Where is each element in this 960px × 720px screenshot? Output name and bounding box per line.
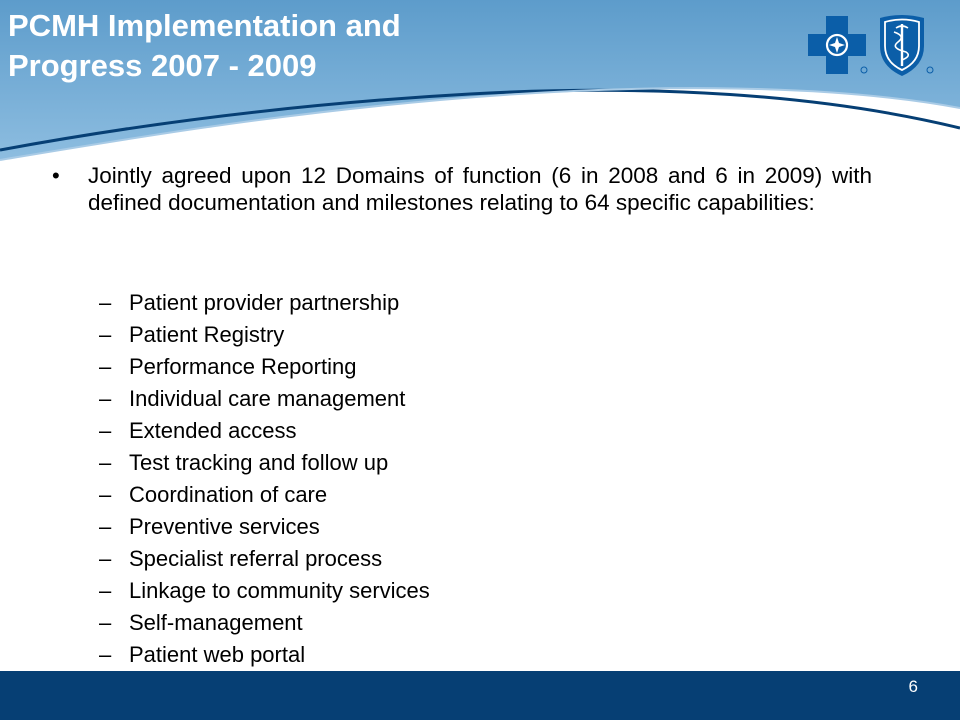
list-item-label: Performance Reporting bbox=[129, 354, 357, 379]
domain-list bbox=[99, 287, 699, 671]
title-line-1: PCMH Implementation and bbox=[8, 8, 401, 43]
list-item-label: Preventive services bbox=[129, 514, 320, 539]
dash-marker: – bbox=[99, 322, 112, 347]
list-item-label: Specialist referral process bbox=[129, 546, 383, 571]
dash-marker: – bbox=[99, 482, 112, 507]
list-item-label: Self-management bbox=[129, 610, 303, 635]
list-item bbox=[99, 383, 699, 415]
list-item-label: Patient Registry bbox=[129, 322, 285, 347]
dash-marker: – bbox=[99, 578, 112, 603]
page-number: 6 bbox=[908, 677, 918, 696]
dash-marker: – bbox=[99, 290, 112, 315]
list-item bbox=[99, 479, 699, 511]
dash-marker: – bbox=[99, 514, 112, 539]
list-item bbox=[99, 543, 699, 575]
list-item bbox=[99, 415, 699, 447]
blue-shield-logo bbox=[880, 15, 933, 76]
list-item-label: Linkage to community services bbox=[129, 578, 430, 603]
blue-cross-logo bbox=[808, 16, 867, 74]
list-item bbox=[99, 351, 699, 383]
dash-marker: – bbox=[99, 642, 112, 667]
list-item-label: Test tracking and follow up bbox=[129, 450, 389, 475]
footer-bar bbox=[0, 671, 960, 720]
bullet-marker: • bbox=[52, 163, 60, 188]
dash-marker: – bbox=[99, 386, 112, 411]
bullet-text: Jointly agreed upon 12 Domains of function (6 in 2008 and 6 in 2009) with defined documentation and milestones relating to 64 specific capabilities: bbox=[88, 163, 872, 215]
list-item-label: Coordination of care bbox=[129, 482, 328, 507]
slide-title bbox=[8, 6, 608, 86]
dash-marker: – bbox=[99, 418, 112, 443]
list-item bbox=[99, 511, 699, 543]
list-item bbox=[99, 639, 699, 671]
list-item-label: Extended access bbox=[129, 418, 297, 443]
dash-marker: – bbox=[99, 450, 112, 475]
list-item-label: Patient web portal bbox=[129, 642, 306, 667]
list-item bbox=[99, 287, 699, 319]
title-line-2: Progress 2007 - 2009 bbox=[8, 48, 317, 83]
list-item bbox=[99, 447, 699, 479]
list-item-label: Patient provider partnership bbox=[129, 290, 400, 315]
list-item bbox=[99, 319, 699, 351]
dash-marker: – bbox=[99, 546, 112, 571]
list-item bbox=[99, 575, 699, 607]
list-item-label: Individual care management bbox=[129, 386, 406, 411]
bcbs-logos bbox=[808, 12, 936, 78]
dash-marker: – bbox=[99, 610, 112, 635]
list-item bbox=[99, 607, 699, 639]
dash-marker: – bbox=[99, 354, 112, 379]
